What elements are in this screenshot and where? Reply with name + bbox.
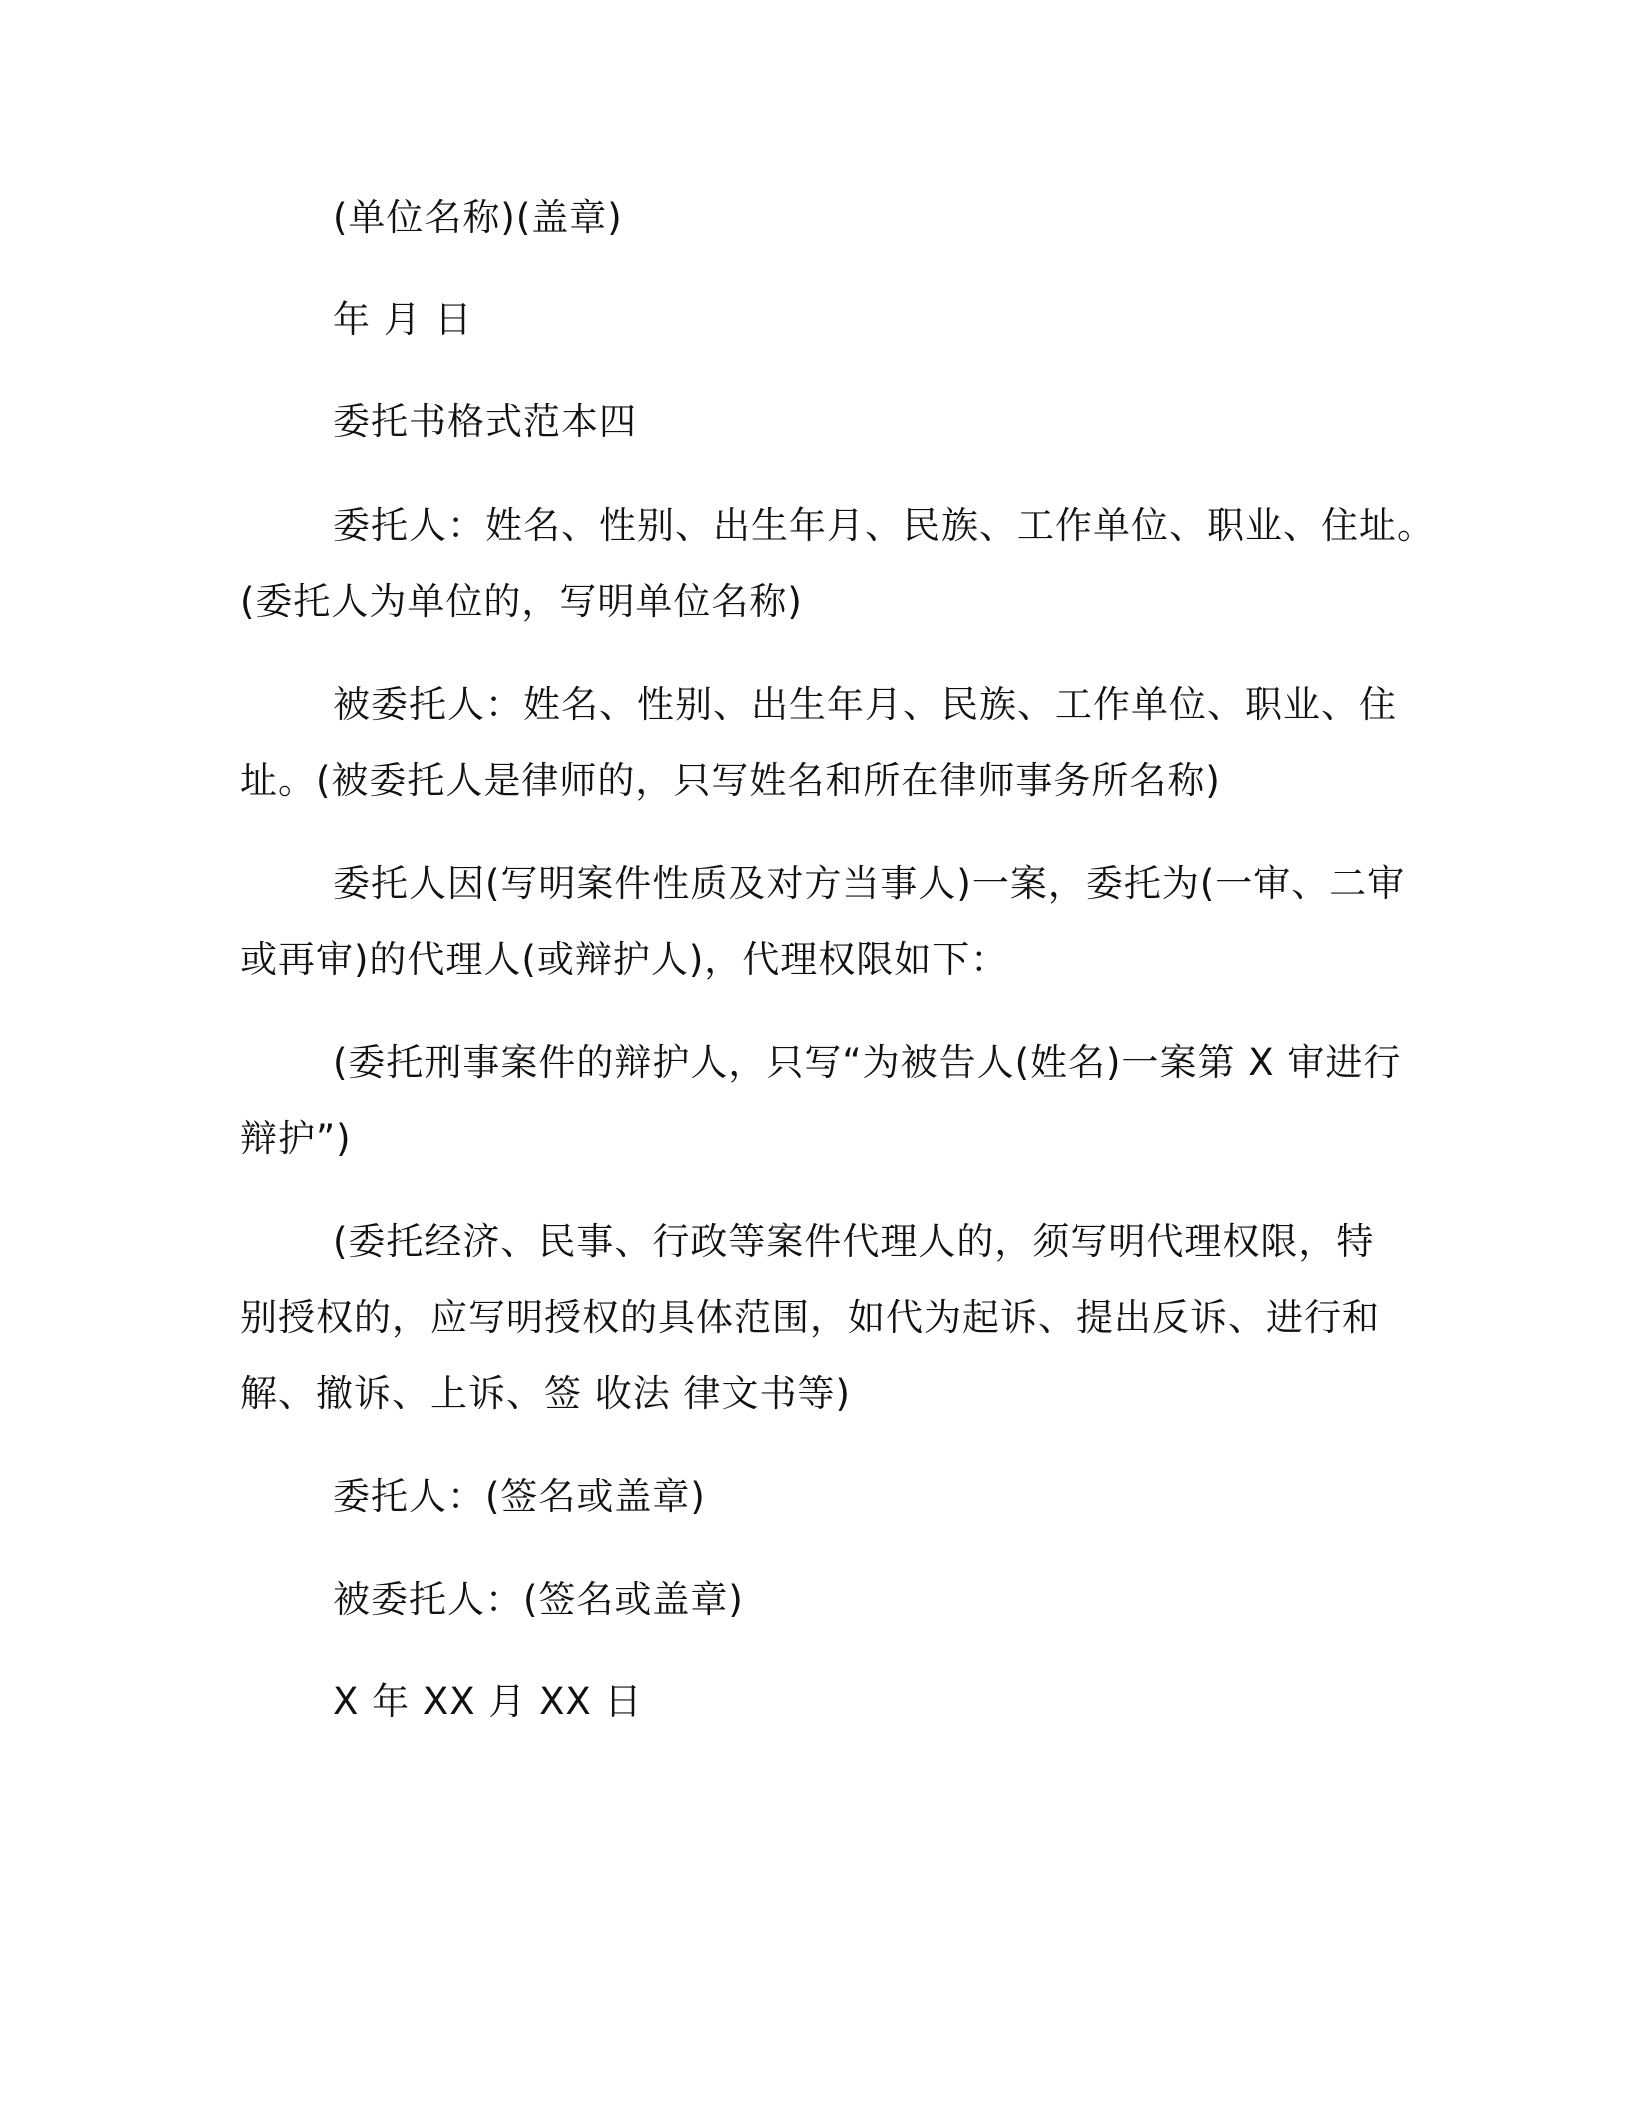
date-line: 年 月 日 xyxy=(333,298,473,341)
final-date: X 年 XX 月 XX 日 xyxy=(333,1680,643,1723)
criminal-line-2: 辩护”) xyxy=(240,1117,352,1160)
agent-line-2: 址。(被委托人是律师的，只写姓名和所在律师事务所名称) xyxy=(240,759,1221,802)
principal-line-2: (委托人为单位的，写明单位名称) xyxy=(240,580,803,623)
template-title: 委托书格式范本四 xyxy=(333,400,637,443)
case-line-2: 或再审)的代理人(或辩护人)，代理权限如下： xyxy=(240,938,1009,981)
seal-line: (单位名称)(盖章) xyxy=(333,196,623,239)
civil-line-2: 别授权的，应写明授权的具体范围，如代为起诉、提出反诉、进行和 xyxy=(240,1296,1380,1339)
principal-line-1: 委托人：姓名、性别、出生年月、民族、工作单位、职业、住址。 xyxy=(333,504,1435,547)
civil-line-1: (委托经济、民事、行政等案件代理人的，须写明代理权限，特 xyxy=(333,1220,1375,1263)
agent-signature: 被委托人：(签名或盖章) xyxy=(333,1578,744,1621)
criminal-line-1: (委托刑事案件的辩护人，只写“为被告人(姓名)一案第 X 审进行 xyxy=(333,1041,1402,1084)
agent-line-1: 被委托人：姓名、性别、出生年月、民族、工作单位、职业、住 xyxy=(333,683,1397,726)
case-line-1: 委托人因(写明案件性质及对方当事人)一案，委托为(一审、二审 xyxy=(333,862,1406,905)
principal-signature: 委托人：(签名或盖章) xyxy=(333,1475,706,1518)
civil-line-3: 解、撤诉、上诉、签 收法 律文书等) xyxy=(240,1372,851,1415)
